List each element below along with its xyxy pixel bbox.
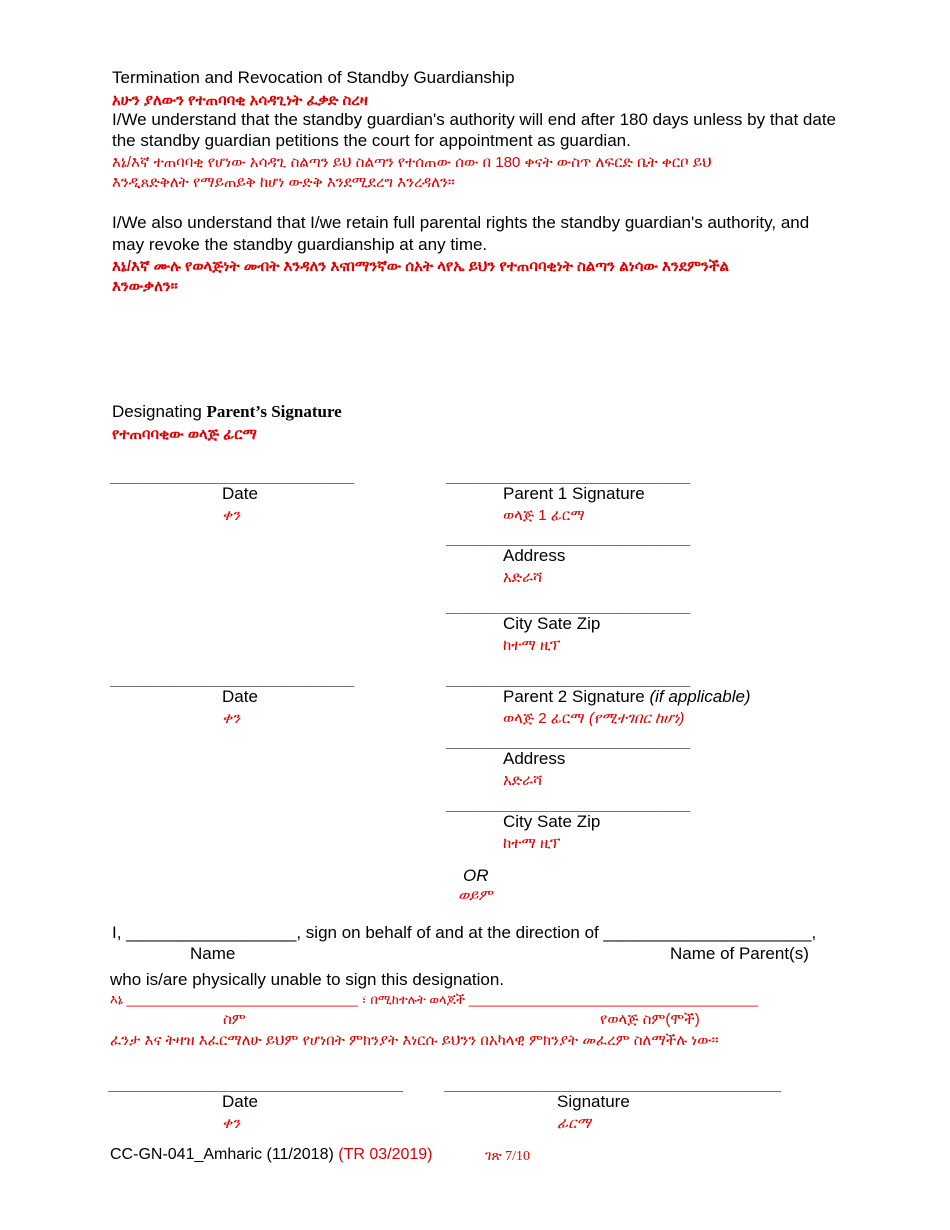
behalf-signature-label-amharic: ፊርማ — [557, 1115, 591, 1132]
date1-line[interactable]: _____________________________ — [110, 468, 355, 484]
behalf-amharic-parents: የወላጅ ስም(ሞች) — [600, 1011, 700, 1028]
parent2-signature-label-amharic — [503, 710, 684, 727]
paragraph1-line1: I/We understand that the standby guardian's authority will end after 180 days unless by that date — [112, 110, 836, 129]
parent1-signature-label-amharic: ወላጅ 1 ፊርማ — [503, 507, 585, 524]
behalf-amharic-text: ፈንታ እና ትዛዝ እፈርማለሁ ይህም የሆነበት ምክንያት እነርሱ ይህንን በአካላዊ ምክንያት መፈረም ስለማችሉ ነው። — [110, 1032, 719, 1049]
city2-line[interactable]: _____________________________ — [446, 796, 691, 812]
behalf-signature-line[interactable]: ________________________________________ — [444, 1076, 782, 1092]
signature-section-title — [112, 402, 342, 422]
footer-translation-date: (TR 03/2019) — [338, 1146, 433, 1163]
footer-page-number: ገጽ 7/10 — [485, 1149, 531, 1164]
address1-label-amharic: አድራሻ — [503, 569, 543, 586]
address2-label: Address — [503, 749, 566, 768]
paragraph1-amharic-line1: እኔ/እኛ ተጠባባቂ የሆነው አሳዳጊ ስልጣን ይህ ስልጣን የተሰጠው ሰው በ 180 ቀናት ውስጥ ለፍርድ ቤት ቀርቦ ይህ — [112, 154, 712, 171]
title-bold: Parent’s Signature — [206, 402, 342, 421]
paragraph2-line2: may revoke the standby guardianship at any time. — [112, 235, 488, 254]
behalf-amharic-name: ስም — [223, 1011, 246, 1028]
date2-label: Date — [222, 687, 258, 706]
or-label-amharic: ወይም — [458, 887, 493, 904]
footer-form-id: CC-GN-041_Amharic (11/2018) — [110, 1146, 339, 1163]
paragraph1-line2: the standby guardian petitions the court for appointment as guardian. — [112, 131, 631, 150]
behalf-unable-text: who is/are physically unable to sign this designation. — [110, 970, 505, 989]
city2-label: City Sate Zip — [503, 812, 601, 831]
behalf-name-label: Name — [190, 944, 236, 963]
parent1-signature-line[interactable]: _____________________________ — [446, 468, 691, 484]
city1-line[interactable]: _____________________________ — [446, 598, 691, 614]
city2-label-amharic: ከተማ ዚፕ — [503, 835, 561, 852]
signature-section-title-amharic: የተጠባባቂው ወላጅ ፊርማ — [112, 426, 258, 443]
date1-label-amharic: ቀን — [222, 507, 240, 524]
city1-label-amharic: ከተማ ዚፕ — [503, 637, 561, 654]
city1-label: City Sate Zip — [503, 614, 601, 633]
or-label: OR — [463, 866, 489, 885]
date2-label-amharic: ቀን — [222, 710, 240, 727]
title-prefix: Designating — [112, 402, 207, 421]
paragraph2-amharic-line1: እኔ/እኛ ሙሉ የወላጅነት መብት እንዳለን እናበማንኛው ሰአት ላየኤ ይህን የተጠባባቂነት ስልጣን ልነሳው እንደምንችል — [112, 258, 729, 275]
date1-label: Date — [222, 484, 258, 503]
section-heading-amharic: አሁን ያለውን የተጠባባቂ አሳዳጊነት ፈቃድ ስረዛ — [112, 92, 368, 109]
behalf-date-line[interactable]: ___________________________________ — [108, 1076, 404, 1092]
paragraph2-line1: I/We also understand that I/we retain full parental rights the standby guardian's authority, and — [112, 213, 810, 232]
parent2-signature-text: Parent 2 Signature — [503, 687, 650, 706]
parent2-signature-label — [503, 687, 751, 707]
parent1-signature-label: Parent 1 Signature — [503, 484, 645, 503]
date2-line[interactable]: _____________________________ — [110, 671, 355, 687]
address1-line[interactable]: _____________________________ — [446, 530, 691, 546]
behalf-signature-label: Signature — [557, 1092, 630, 1111]
behalf-parents-label: Name of Parent(s) — [670, 944, 809, 963]
footer — [110, 1146, 433, 1164]
behalf-amharic-line[interactable]: እኔ ________________________________ ፣ በሚከተሉት ወላጆች ________________________________________ — [110, 992, 758, 1007]
parent2-signature-line[interactable]: _____________________________ — [446, 671, 691, 687]
parent2-applicable-note: (if applicable) — [649, 687, 751, 706]
address2-line[interactable]: _____________________________ — [446, 733, 691, 749]
address2-label-amharic: አድራሻ — [503, 772, 543, 789]
behalf-statement[interactable]: I, __________________, sign on behalf of and at the direction of ______________________, — [112, 923, 817, 942]
address1-label: Address — [503, 546, 566, 565]
behalf-date-label-amharic: ቀን — [222, 1115, 240, 1132]
parent2-applicable-note-amharic: (የሚተገበር ከሆነ) — [588, 710, 685, 727]
parent2-signature-text-amharic: ወላጅ 2 ፊርማ — [503, 710, 589, 727]
paragraph1-amharic-line2: እንዲጸድቅለት የማይጠይቅ ከሆነ ውድቅ እንደሚደረግ እንረዳለን። — [112, 174, 455, 191]
behalf-date-label: Date — [222, 1092, 258, 1111]
section-heading: Termination and Revocation of Standby Guardianship — [112, 68, 515, 87]
paragraph2-amharic-line2: እንውቃለን። — [112, 278, 178, 295]
